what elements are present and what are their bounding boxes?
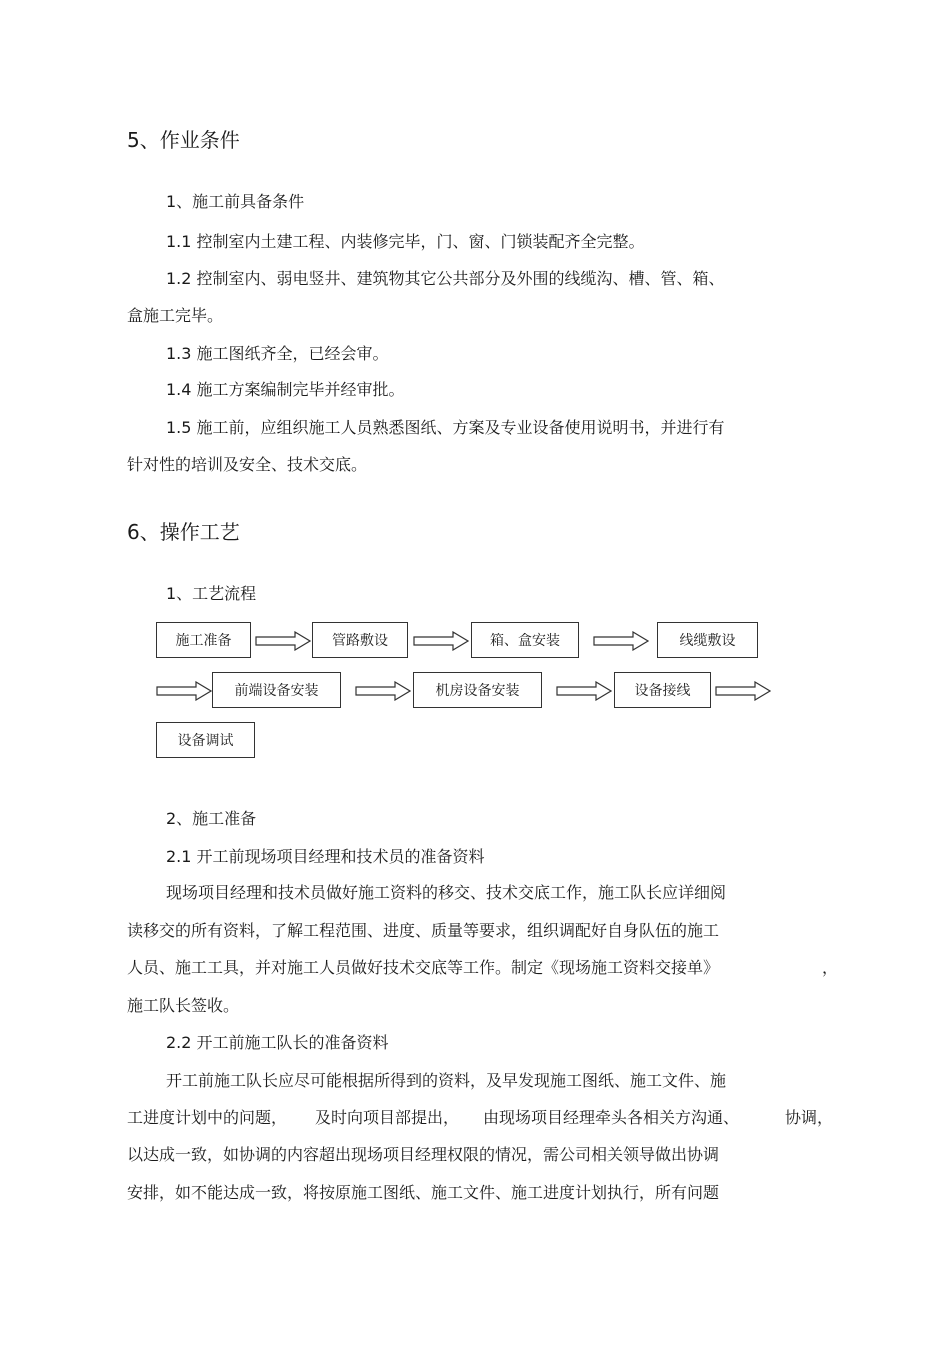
flow-arrow-2-icon [413,631,469,651]
section6-sub1: 1、工艺流程 [166,584,257,603]
item-1-5-line1: 1.5 施工前，应组织施工人员熟悉图纸、方案及专业设备使用说明书，并进行有 [166,418,725,437]
paragraph1-line1: 现场项目经理和技术员做好施工资料的移交、技术交底工作，施工队长应详细阅 [166,883,727,902]
section6-sub2: 2、施工准备 [166,809,257,828]
paragraph1-line2: 读移交的所有资料，了解工程范围、进度、质量等要求，组织调配好自身队伍的施工 [127,921,720,940]
section5-sub1: 1、施工前具备条件 [166,192,305,211]
item-1-2-line2: 盒施工完毕。 [127,306,224,325]
paragraph2-line2d: 协调， [785,1108,834,1127]
flow-step-5: 前端设备安装 [212,672,341,708]
paragraph1-line4: 施工队长签收。 [127,996,240,1015]
paragraph2-line4: 安排，如不能达成一致，将按原施工图纸、施工文件、施工进度计划执行，所有问题 [127,1183,720,1202]
flow-arrow-3-icon [593,631,649,651]
flow-step-6: 机房设备安装 [413,672,542,708]
section5-heading: 5、作业条件 [127,128,240,152]
item-2-1: 2.1 开工前现场项目经理和技术员的准备资料 [166,847,485,866]
item-1-3: 1.3 施工图纸齐全，已经会审。 [166,344,389,363]
flow-step-2: 管路敷设 [312,622,408,658]
flow-step-3: 箱、盒安装 [471,622,579,658]
flow-arrow-1-icon [255,631,311,651]
flow-arrow-6-icon [556,681,612,701]
paragraph1-comma: ， [822,958,839,977]
paragraph1-line3: 人员、施工工具，并对施工人员做好技术交底等工作。制定《现场施工资料交接单》 [127,958,720,977]
item-2-2: 2.2 开工前施工队长的准备资料 [166,1033,389,1052]
flow-step-8: 设备调试 [156,722,255,758]
flow-arrow-5-icon [355,681,411,701]
flow-arrow-7-icon [715,681,771,701]
item-1-2-line1: 1.2 控制室内、弱电竖井、建筑物其它公共部分及外围的线缆沟、槽、管、箱、 [166,269,725,288]
paragraph2-line3: 以达成一致，如协调的内容超出现场项目经理权限的情况，需公司相关领导做出协调 [127,1145,720,1164]
flow-step-7: 设备接线 [614,672,711,708]
paragraph2-line2c: 由现场项目经理牵头各相关方沟通、 [483,1108,740,1127]
flow-step-4: 线缆敷设 [657,622,758,658]
item-1-1: 1.1 控制室内土建工程、内装修完毕，门、窗、门锁装配齐全完整。 [166,232,645,251]
paragraph2-line2b: 及时向项目部提出， [315,1108,460,1127]
section6-heading: 6、操作工艺 [127,520,240,544]
paragraph2-line2a: 工进度计划中的问题， [127,1108,288,1127]
flow-arrow-4-icon [156,681,212,701]
item-1-4: 1.4 施工方案编制完毕并经审批。 [166,380,405,399]
item-1-5-line2: 针对性的培训及安全、技术交底。 [127,455,368,474]
paragraph2-line1: 开工前施工队长应尽可能根据所得到的资料，及早发现施工图纸、施工文件、施 [166,1071,727,1090]
flow-step-1: 施工准备 [156,622,251,658]
